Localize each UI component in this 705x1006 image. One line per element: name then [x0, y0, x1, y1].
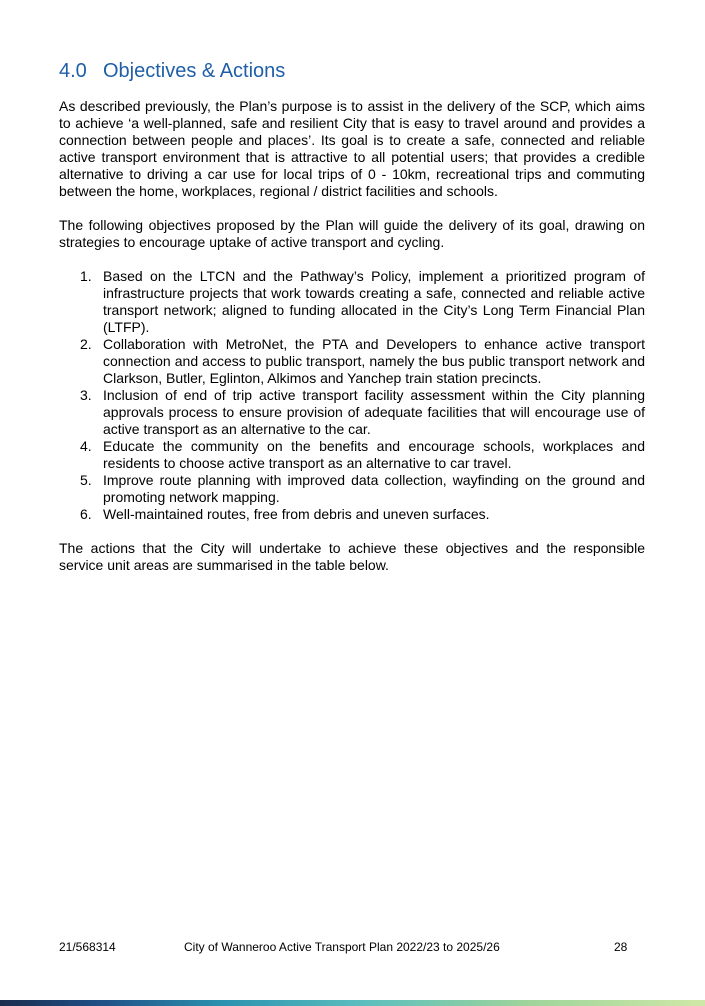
objective-number: 2.	[80, 336, 92, 352]
objective-text: Educate the community on the benefits and encourage schools, workplaces and residents to choose active transport as an alternative to car travel.	[103, 438, 645, 471]
objective-text: Based on the LTCN and the Pathway’s Policy, implement a prioritized program of infrastructure projects that work towards creating a safe, connected and reliable active transport network; aligned to funding allocated in the City’s Long Term Financial Plan (LTFP).	[103, 268, 645, 335]
section-title: Objectives & Actions	[103, 60, 286, 82]
objective-number: 4.	[80, 438, 92, 454]
footer-document-id: 21/568314	[59, 940, 116, 954]
footer-color-band	[0, 1000, 705, 1006]
objective-item	[59, 336, 645, 387]
lead-in-paragraph: The following objectives proposed by the Plan will guide the delivery of its goal, drawing on strategies to encourage uptake of active transport and cycling.	[59, 217, 645, 250]
section-heading	[59, 58, 285, 84]
closing-paragraph: The actions that the City will undertake to achieve these objectives and the responsible service unit areas are summarised in the table below.	[59, 540, 645, 573]
objective-number: 5.	[80, 472, 92, 488]
section-number: 4.0	[59, 60, 87, 82]
objective-number: 6.	[80, 506, 92, 522]
objective-number: 3.	[80, 387, 92, 403]
body-content	[59, 98, 645, 591]
objective-item	[59, 387, 645, 438]
footer-document-title: City of Wanneroo Active Transport Plan 2022/23 to 2025/26	[184, 940, 500, 954]
objective-item	[59, 506, 645, 523]
objective-item	[59, 472, 645, 506]
objective-text: Improve route planning with improved data collection, wayfinding on the ground and promoting network mapping.	[103, 472, 645, 505]
objective-number: 1.	[80, 268, 92, 284]
objectives-list	[59, 268, 645, 523]
intro-paragraph: As described previously, the Plan’s purpose is to assist in the delivery of the SCP, which aims to achieve ‘a well-planned, safe and resilient City that is easy to travel around and provides a connection between people and places’. Its goal is to create a safe, connected and reliable active transport environment that is attractive to all potential users; that provides a credible alternative to driving a car use for local trips of 0 - 10km, recreational trips and commuting between the home, workplaces, regional / district facilities and schools.	[59, 98, 645, 199]
footer-page-number: 28	[614, 940, 628, 954]
objective-item	[59, 438, 645, 472]
objective-text: Collaboration with MetroNet, the PTA and Developers to enhance active transport connection and access to public transport, namely the bus public transport network and Clarkson, Butler, Eglinton, Alkimos and Yanchep train station precincts.	[103, 336, 645, 386]
objective-item	[59, 268, 645, 336]
objective-text: Well-maintained routes, free from debris and uneven surfaces.	[103, 506, 490, 522]
objective-text: Inclusion of end of trip active transport facility assessment within the City planning approvals process to ensure provision of adequate facilities that will encourage use of active transport as an alternative to the car.	[103, 387, 645, 437]
